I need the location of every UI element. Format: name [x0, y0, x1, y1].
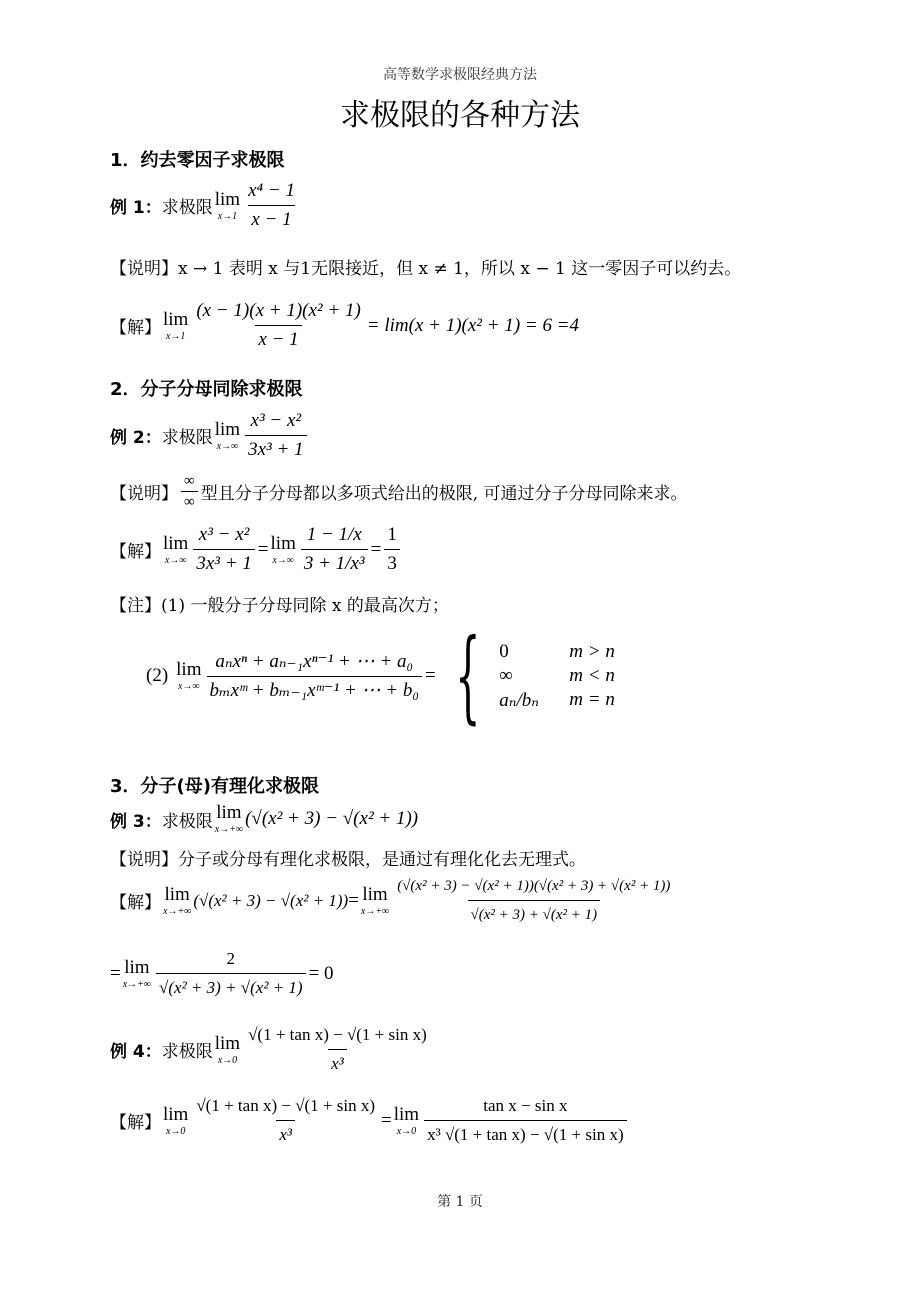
page-header: 高等数学求极限经典方法	[383, 67, 537, 83]
explain-text: x → 1 表明 x 与1无限接近，但 x ≠ 1，所以 x − 1 这一零因子可以约去。	[178, 259, 742, 279]
explain-text: 型且分子分母都以多项式给出的极限, 可通过分子分母同除来求。	[200, 484, 688, 504]
limit-operator: lim x→∞	[163, 532, 189, 566]
note-2	[110, 591, 449, 616]
left-brace: {	[454, 617, 481, 734]
fraction: $\frac{\text{(x − 1)(x + 1)(x² + 1)}}{x - 1}$	[196, 300, 361, 350]
expression: (√(x² + 3) − √(x² + 1))	[245, 808, 419, 829]
example-prompt: 求极限	[161, 811, 213, 832]
limit-operator: lim x→∞	[214, 418, 241, 452]
limit-operator: lim x→0	[163, 1103, 189, 1137]
example-3	[110, 803, 418, 835]
page-number: 第 1 页	[437, 1194, 483, 1210]
example-1	[110, 180, 301, 231]
example-label: 例 1：	[110, 198, 162, 218]
solution-3-line-2: = lim x→+∞ $\frac{2}{\text{√(x² + 3) + √(x² + 1)}}$ = 0	[110, 949, 334, 997]
limit-operator: lim x→1	[214, 188, 241, 222]
solution-3: 【解】 lim x→+∞ (√(x² + 3) − √(x² + 1)) = lim x→+∞ $\frac{\text{(√(x² + 3) − √(x² + 1))(√(x² + 3) + √(x² + 1))}}{\text{√(x² + 3) + √(x² + 1)}}$	[110, 875, 676, 926]
solution-label: 【解】	[110, 893, 161, 913]
explain-1	[110, 254, 741, 279]
explain-text: 分子或分母有理化求极限，是通过有理化化去无理式。	[178, 850, 586, 870]
example-prompt: 求极限	[161, 428, 213, 448]
section-1-heading: 1．约去零因子求极限	[110, 150, 285, 171]
fraction: $\frac{\text{aₙxⁿ + aₙ₋₁xⁿ⁻¹ + ⋯ + a₀}}{\text{bₘxᵐ + bₘ₋₁xᵐ⁻¹ + ⋯ + b₀}}$	[207, 651, 422, 702]
solution-4: 【解】 lim x→0 $\frac{\text{√(1 + tan x) − √(1 + sin x)}}{\text{x³}}$ = lim x→0 $\frac{\text{tan x − sin x}}{\text{x³ √(1 + tan x) − √(1 + sin x)}}$	[110, 1095, 630, 1146]
fraction: $\frac{\text{(√(x² + 3) − √(x² + 1))(√(x² + 3) + √(x² + 1))}}{\text{√(x² + 3) + √(x² + 1)}}$	[394, 875, 673, 926]
note-label: 【注】	[110, 596, 161, 616]
section-2-heading: 2．分子分母同除求极限	[110, 379, 303, 400]
limit-operator: lim x→0	[393, 1103, 420, 1137]
limit-operator: lim x→0	[214, 1032, 241, 1066]
infinity-fraction: $\frac{\infty}{\infty}$	[181, 474, 198, 509]
explain-2	[110, 474, 688, 509]
fraction: $\frac{\text{x³ − x²}}{\text{3x³ + 1}}$	[193, 524, 254, 575]
fraction: $\frac{1}{3}$	[384, 524, 400, 575]
solution-label: 【解】	[110, 542, 161, 562]
cases: 0 m > n ∞ m < n aₙ/bₙ m = n	[499, 640, 615, 711]
limit-operator: lim x→1	[163, 308, 189, 342]
example-2	[110, 410, 310, 461]
example-label: 例 4：	[110, 1042, 162, 1062]
example-prompt: 求极限	[161, 198, 213, 218]
fraction: $\frac{\text{tan x − sin x}}{\text{x³ √(1 + tan x) − √(1 + sin x)}}$	[424, 1095, 627, 1146]
fraction: $\frac{\text{x⁴ − 1}}{x - 1}$	[248, 180, 295, 230]
example-label: 例 2：	[110, 428, 162, 448]
page-title: 求极限的各种方法	[340, 98, 580, 133]
solution-label: 【解】	[110, 318, 161, 338]
fraction: $\frac{1 - 1/x}{\text{3 + 1/x³}}$	[301, 524, 368, 575]
limit-operator: lim x→+∞	[122, 956, 152, 990]
fraction: $\frac{\text{√(1 + tan x) − √(1 + sin x)}}{\text{x³}}$	[196, 1096, 376, 1144]
solution-1	[110, 300, 579, 351]
solution-label: 【解】	[110, 1113, 161, 1133]
note-item-1: (1) 一般分子分母同除 x 的最高次方；	[161, 596, 449, 616]
fraction: $\frac{2}{\text{√(x² + 3) + √(x² + 1)}}$	[156, 948, 306, 999]
section-3-heading: 3．分子(母)有理化求极限	[110, 776, 319, 797]
limit-operator: lim x→∞	[176, 659, 202, 692]
example-label: 例 3：	[110, 811, 162, 832]
limit-operator: lim x→+∞	[163, 883, 192, 917]
limit-operator: lim x→∞	[270, 532, 296, 566]
note-item-2: (2) lim x→∞ $\frac{\text{aₙxⁿ + aₙ₋₁xⁿ⁻¹ + ⋯ + a₀}}{\text{bₘxᵐ + bₘ₋₁xᵐ⁻¹ + ⋯ + b₀}}$ = { 0 m > n ∞ m < n aₙ/bₙ m = n	[146, 626, 629, 726]
solution-2: 【解】 lim x→∞ $\frac{\text{x³ − x²}}{\text{3x³ + 1}}$ = lim x→∞ $\frac{1 - 1/x}{\text{3 + 1/x³}}$ = $\frac{1}{3}$	[110, 524, 403, 575]
example-prompt: 求极限	[161, 1042, 213, 1062]
fraction: $\frac{\text{x³ − x²}}{\text{3x³ + 1}}$	[245, 410, 306, 461]
explain-label: 【说明】	[110, 850, 178, 870]
explain-3	[110, 845, 586, 870]
explain-label: 【说明】	[110, 484, 178, 504]
example-4	[110, 1024, 433, 1075]
explain-label: 【说明】	[110, 259, 178, 279]
limit-operator: lim x→+∞	[360, 883, 390, 917]
limit-operator: lim x→+∞	[214, 802, 244, 835]
solution-rhs: = lim(x + 1)(x² + 1) = 6 =4	[366, 314, 580, 336]
fraction: $\frac{\text{√(1 + tan x) − √(1 + sin x)}}{\text{x³}}$	[248, 1025, 427, 1073]
